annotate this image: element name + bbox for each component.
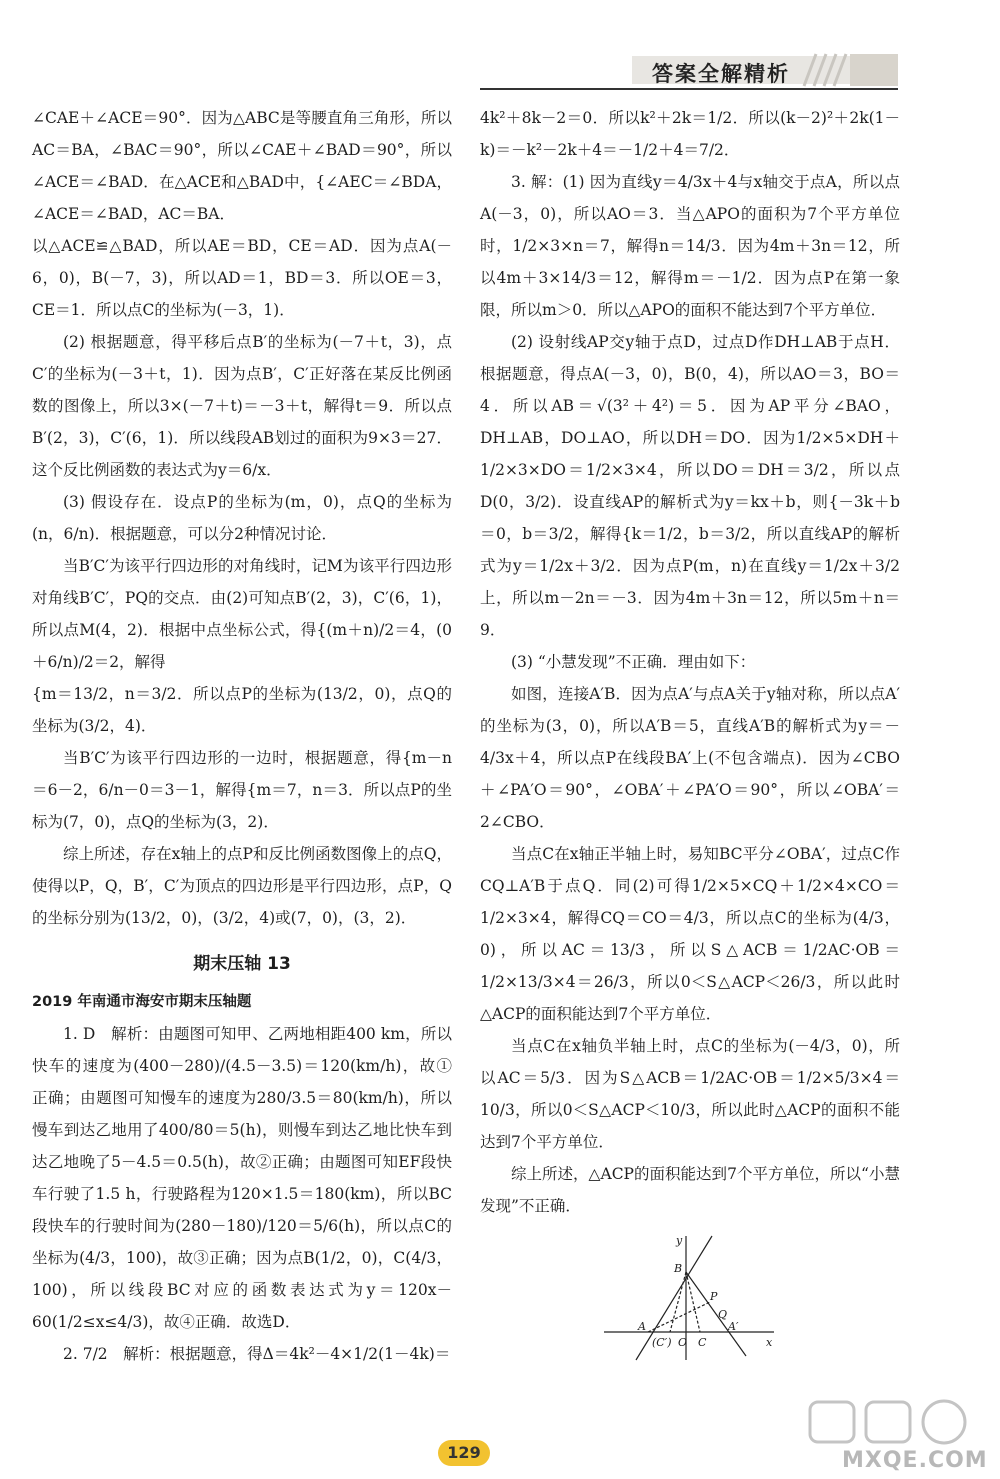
section-title: 期末压轴 13 [193, 954, 291, 974]
answer-1: 1. D 解析：由题图可知甲、乙两地相距400 km，所以快车的速度为(400－280)/(4.5－3.5)＝120(km/h)，故①正确；由题图可知慢车的速度为280/3.5＝80(km/h)，所以慢车到达乙地用了400/80＝5(h)，则慢车到达乙地比快车到达乙地晚了5－4.5＝0.5(h)，故②正确；由题图可知EF段快车行驶了1.5 h，行驶路程为120×1.5＝180(km)，所以BC段快车的行驶时间为(280－180)/120＝5/6(h)，所以点C的坐标为(4/3，100)，故③正确；因为点B(1/2，0)，C(4/3，100)，所以线段BC对应的函数表达式为y＝120x－60(1/2≤x≤4/3)，故④正确．故选D． [32, 1025, 452, 1331]
right-paragraph-7: 当点C在x轴负半轴上时，点C的坐标为(－4/3，0)，所以AC＝5/3．因为S△ACB＝1/2AC·OB＝1/2×5/3×4＝10/3，所以0＜S△ACP＜10/3，所以此时△ACP的面积不能达到7个平方单位． [480, 1037, 900, 1151]
label-a-prime: A′ [728, 1320, 739, 1333]
label-c-prime: (C′) [652, 1336, 672, 1349]
header-stripes-decoration [800, 52, 898, 88]
right-paragraph-3: (2) 设射线AP交y轴于点D，过点D作DH⊥AB于点H．根据题意，得点A(－3，0)，B(0，4)，所以AO＝3，BO＝4．所以AB＝√(3²＋4²)＝5．因为AP平分∠BAO，DH⊥AB，DO⊥AO，所以DH＝DO．因为1/2×5×DH＋1/2×3×DO＝1/2×3×4，所以DO＝DH＝3/2，所以点D(0，3/2)．设直线AP的解析式为y＝kx＋b，则{－3k＋b＝0，b＝3/2，解得{k＝1/2，b＝3/2，所以直线AP的解析式为y＝1/2x＋3/2．因为点P(m，n)在直线y＝1/2x＋3/2上，所以m－2n＝－3．因为4m＋3n＝12，所以5m＋n＝9． [480, 333, 900, 639]
left-column [32, 102, 452, 1370]
label-c: C [698, 1336, 707, 1349]
watermark-text: MXQE.COM [842, 1448, 988, 1473]
label-p: P [710, 1290, 718, 1303]
left-paragraph-6: {m＝13/2，n＝3/2．所以点P的坐标为(13/2，0)，点Q的坐标为(3/2，4)． [32, 685, 452, 735]
right-paragraph-5: 如图，连接A′B．因为点A′与点A关于y轴对称，所以点A′的坐标为(3，0)，所以A′B＝5，直线A′B的解析式为y＝－4/3x＋4，所以点P在线段BA′上(不包含端点)．因为∠CBO＋∠PA′O＝90°，∠OBA′＋∠PA′O＝90°，所以∠OBA′＝2∠CBO． [480, 685, 900, 831]
line-ap [648, 1302, 710, 1332]
header-rule [480, 88, 898, 90]
right-paragraph-6: 当点C在x轴正半轴上时，易知BC平分∠OBA′，过点C作CQ⊥A′B于点Q．同(2)可得1/2×5×CQ＋1/2×4×CO＝1/2×3×4，解得CQ＝CO＝4/3，所以点C的坐标为(4/3，0)，所以AC＝13/3，所以S△ACB＝1/2AC·OB＝1/2×13/3×4＝26/3，所以0＜S△ACP＜26/3，所以此时△ACP的面积能达到7个平方单位． [480, 845, 900, 1023]
label-y: y [676, 1234, 683, 1247]
right-paragraph-8: 综上所述，△ACP的面积能达到7个平方单位，所以“小慧发现”不正确． [480, 1165, 900, 1215]
right-column [480, 102, 900, 1222]
left-paragraph-5: 当B′C′为该平行四边形的对角线时，记M为该平行四边形对角线B′C′，PQ的交点．由(2)可知点B′(2，3)，C′(6，1)，所以点M(4，2)．根据中点坐标公式，得{(m＋n)/2＝4，(0＋6/n)/2＝2，解得 [32, 557, 452, 671]
right-paragraph-2: 3. 解：(1) 因为直线y＝4/3x＋4与x轴交于点A，所以点A(－3，0)，所以AO＝3．当△APO的面积为7个平方单位时，1/2×3×n＝7，解得n＝14/3．因为4m＋3n＝12，所以4m＋3×14/3＝12，解得m＝－1/2．因为点P在第一象限，所以m＞0．所以△APO的面积不能达到7个平方单位． [480, 173, 900, 319]
left-paragraph-7: 当B′C′为该平行四边形的一边时，根据题意，得{m－n＝6－2，6/n－0＝3－1，解得{m＝7，n＝3．所以点P的坐标为(7，0)，点Q的坐标为(3，2)． [32, 749, 452, 831]
geometry-figure [596, 1232, 786, 1362]
line-bc-prime [670, 1272, 686, 1332]
line-ba-prime [686, 1272, 746, 1356]
right-paragraph-1: 4k²＋8k－2＝0．所以k²＋2k＝1/2．所以(k－2)²＋2k(1－k)＝－k²－2k＋4＝－1/2＋4＝7/2． [480, 109, 900, 159]
label-x: x [766, 1336, 773, 1349]
left-paragraph-3: (2) 根据题意，得平移后点B′的坐标为(－7＋t，3)，点C′的坐标为(－3＋t，1)．因为点B′，C′正好落在某反比例函数的图像上，所以3×(－7＋t)＝－3＋t，解得t＝9．所以点B′(2，3)，C′(6，1)．所以线段AB划过的面积为9×3＝27．这个反比例函数的表达式为y＝6/x． [32, 333, 452, 479]
left-paragraph-1: ∠CAE＋∠ACE＝90°．因为△ABC是等腰直角三角形，所以AC＝BA，∠BAC＝90°，所以∠CAE＋∠BAD＝90°，所以∠ACE＝∠BAD．在△ACE和△BAD中，{∠AEC＝∠BDA，∠ACE＝∠BAD，AC＝BA． [32, 109, 452, 223]
label-q: Q [718, 1308, 728, 1321]
page-number-badge: 129 [438, 1440, 490, 1466]
label-a: A [638, 1320, 646, 1333]
answer-2: 2. 7/2 解析：根据题意，得Δ＝4k²－4×1/2(1－4k)＝ [63, 1345, 451, 1363]
label-o: O [678, 1336, 688, 1349]
sub-title: 2019 年南通市海安市期末压轴题 [32, 994, 252, 1010]
left-paragraph-2: 以△ACE≌△BAD，所以AE＝BD，CE＝AD．因为点A(－6，0)，B(－7，3)，所以AD＝1，BD＝3．所以OE＝3，CE＝1．所以点C的坐标为(－3，1)． [32, 237, 452, 319]
label-b: B [674, 1262, 683, 1275]
left-paragraph-4: (3) 假设存在．设点P的坐标为(m，0)，点Q的坐标为(n，6/n)．根据题意，可以分2种情况讨论． [32, 493, 452, 543]
header-title: 答案全解精析 [652, 61, 790, 86]
watermark-logo [806, 1398, 976, 1448]
right-paragraph-4: (3) “小慧发现”不正确．理由如下： [511, 653, 756, 671]
left-paragraph-8: 综上所述，存在x轴上的点P和反比例函数图像上的点Q，使得以P，Q，B′，C′为顶点的四边形是平行四边形，点P，Q的坐标分别为(13/2，0)，(3/2，4)或(7，0)，(3，2)． [32, 845, 452, 927]
